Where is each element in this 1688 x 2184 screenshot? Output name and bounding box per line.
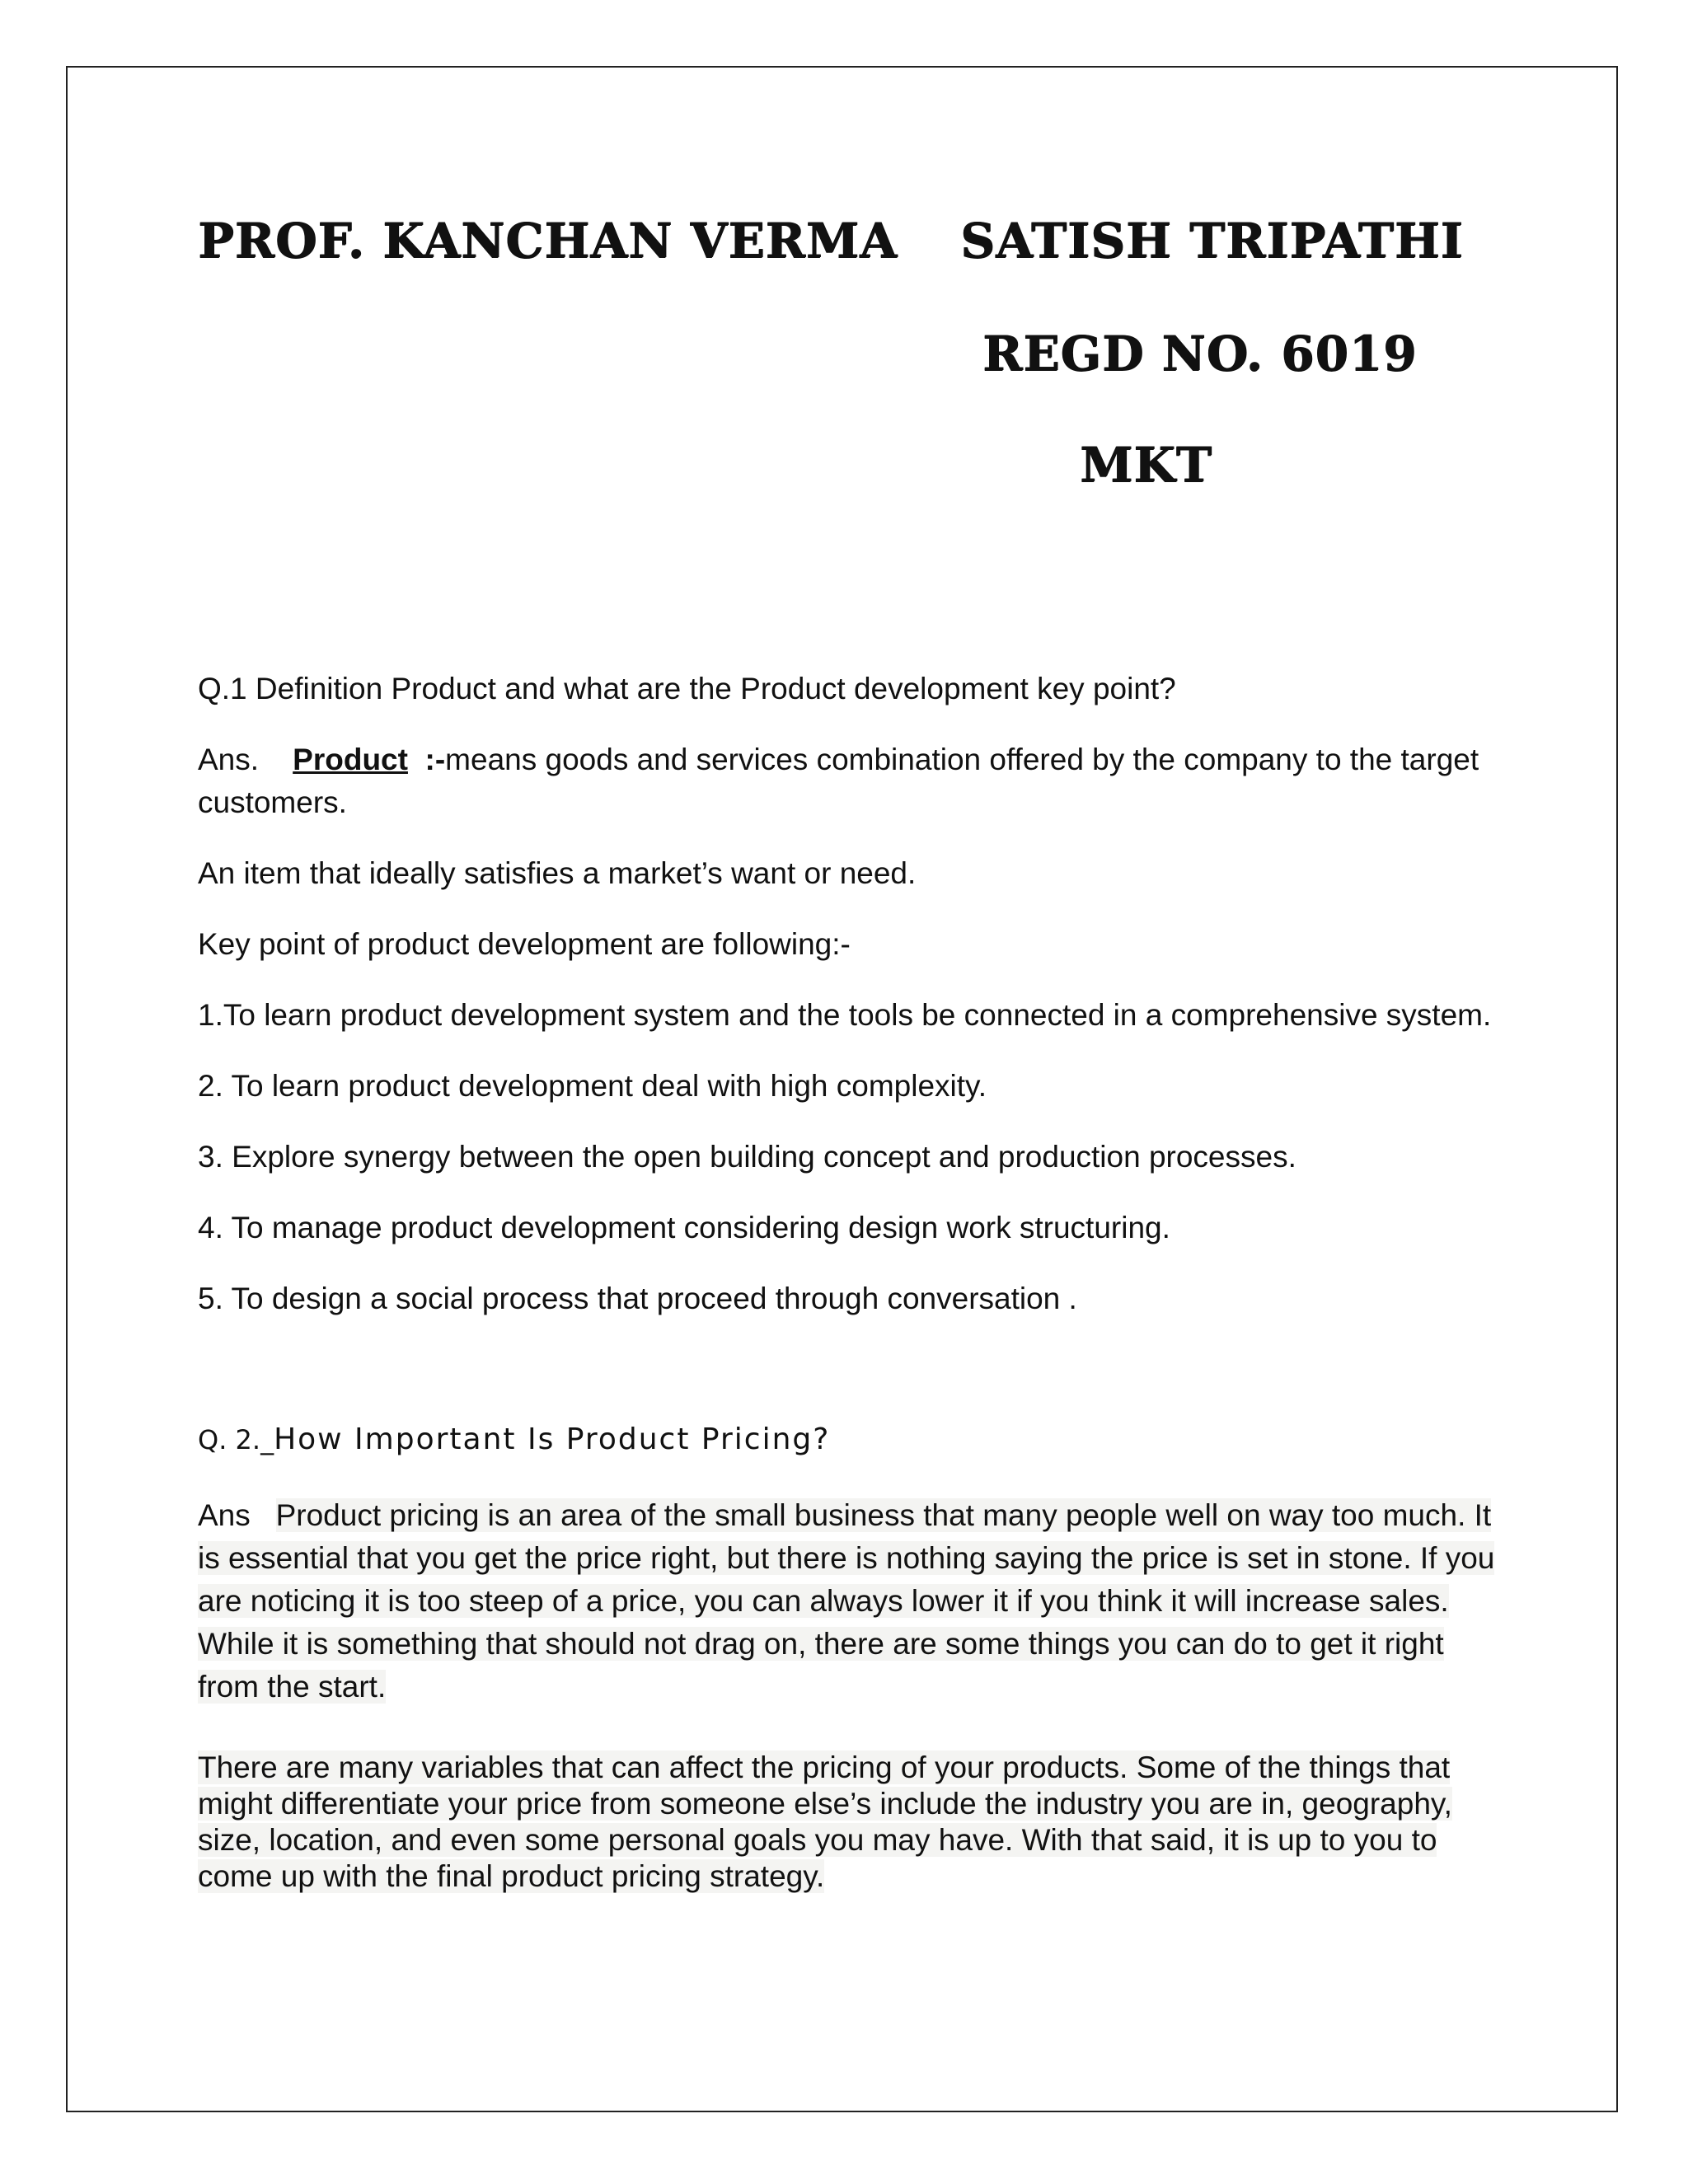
q1-separator: :- [424, 743, 446, 776]
q1-line3: Key point of product development are following:- [198, 927, 851, 961]
q1-point-4: 4. To manage product development considering design work structuring. [198, 1211, 1170, 1244]
professor-name: PROF. KANCHAN VERMA [198, 213, 898, 269]
q1-term: Product [293, 743, 408, 776]
q2-para1: Product pricing is an area of the small business that many people well on way too much. It is essential that you get the price right, but there is nothing saying the price is set in stone. If you are noticing it is too steep of a price, you can always lower it if you think it will increase sales. While it is something that should not drag on, there are some things you can do to get it right from the start. [198, 1498, 1495, 1704]
q1-line2: An item that ideally satisfies a market’s want or need. [198, 856, 917, 890]
q1-ans-prefix: Ans. [198, 743, 260, 776]
q2-answer [198, 1494, 1500, 1708]
q2-para2-block [198, 1750, 1500, 1895]
q1-point-1: 1.To learn product development system and the tools be connected in a comprehensive system. [198, 998, 1492, 1032]
q1-question: Q.1 Definition Product and what are the Product development key point? [198, 672, 1176, 705]
q2-para2: There are many variables that can affect the pricing of your products. Some of the things that might differentiate your price from someone else’s include the industry you are in, geography, size, location, and even some personal goals you may have. With that said, it is up to you to come up with the final product pricing strategy. [198, 1750, 1452, 1893]
q1-point-5: 5. To design a social process that proceed through conversation . [198, 1282, 1077, 1315]
q2-ans-prefix: Ans [198, 1498, 251, 1532]
registration-number: REGD NO. 6019 [982, 326, 1418, 382]
q2-question-text: How Important Is Product Pricing? [274, 1422, 831, 1456]
q1-answer [198, 738, 1500, 824]
student-name: SATISH TRIPATHI [960, 213, 1464, 269]
subject-code: MKT [1080, 437, 1212, 493]
q2-number: Q. 2._ [198, 1424, 274, 1455]
q1-definition: means goods and services combination offered by the company to the target customers. [198, 743, 1479, 819]
q2-question [198, 1418, 1500, 1461]
document-body [198, 668, 1500, 1923]
q1-point-2: 2. To learn product development deal with high complexity. [198, 1069, 987, 1103]
q1-point-3: 3. Explore synergy between the open building concept and production processes. [198, 1140, 1296, 1174]
